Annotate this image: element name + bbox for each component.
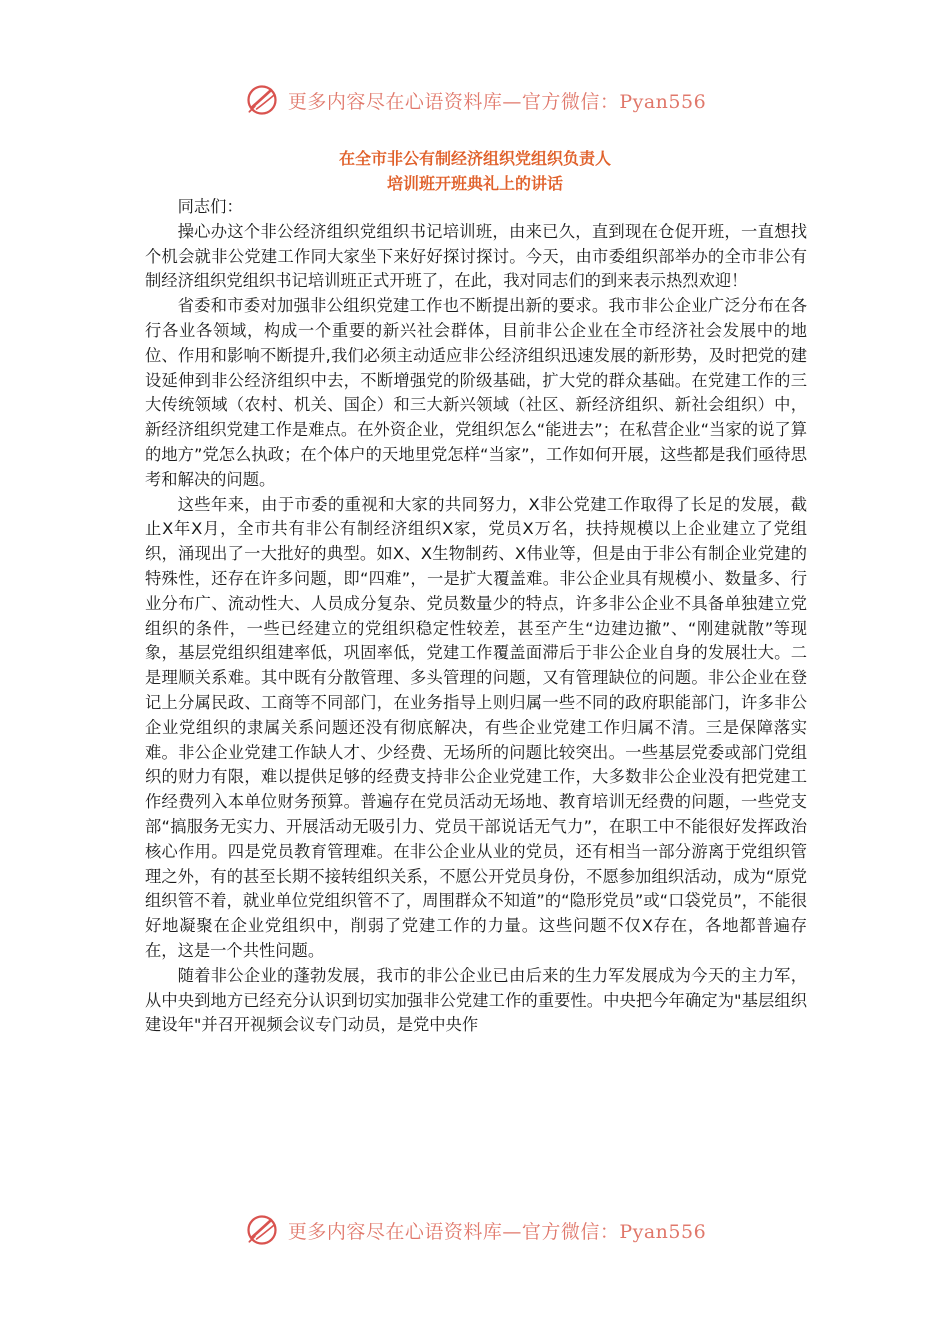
- greeting: 同志们：: [177, 197, 243, 216]
- paragraph-3: 这些年来，由于市委的重视和大家的共同努力，X非公党建工作取得了长足的发展，截止X年X月，全市共有非公有制经济组织X家，党员X万名，扶持规模以上企业建立了党组织，涌现出了一大批好的典型。如X、X生物制药、X伟业等，但是由于非公有制企业党建的特殊性，还存在许多问题，即“四难”，一是扩大覆盖难。非公企业具有规模小、数量多、行业分布广、流动性大、人员成分复杂、党员数量少的特点，许多非公企业不具备单独建立党组织的条件，一些已经建立的党组织稳定性较差，甚至产生“边建边撤”、“刚建就散”等现象，基层党组织组建率低，巩固率低，党建工作覆盖面滞后于非公企业自身的发展壮大。二是理顺关系难。其中既有分散管理、多头管理的问题，又有管理缺位的问题。非公企业在登记上分属民政、工商等不同部门，在业务指导上则归属一些不同的政府职能部门，许多非公企业党组织的隶属关系问题还没有彻底解决，有些企业党建工作归属不清。三是保障落实难。非公企业党建工作缺人才、少经费、无场所的问题比较突出。一些基层党委或部门党组织的财力有限，难以提供足够的经费支持非公企业党建工作，大多数非公企业没有把党建工作经费列入本单位财务预算。普遍存在党员活动无场地、教育培训无经费的问题，一些党支部“搞服务无实力、开展活动无吸引力、党员干部说话无气力”，在职工中不能很好发挥政治核心作用。四是党员教育管理难。在非公企业从业的党员，还有相当一部分游离于党组织管理之外，有的甚至长期不接转组织关系，不愿公开党员身份，不愿参加组织活动，成为“原党组织管不着，就业单位党组织管不了，周围群众不知道”的“隐形党员”或“口袋党员”，不能很好地凝聚在企业党组织中，削弱了党建工作的力量。这些问题不仅X存在，各地都普遍存在，这是一个共性问题。: [145, 494, 807, 960]
- title-line-2: 培训班开班典礼上的讲话: [386, 174, 563, 193]
- document-body: [145, 195, 807, 1038]
- paragraph-4: 随着非公企业的蓬勃发展，我市的非公企业已由后来的生力军发展成为今天的主力军，从中央到地方已经充分认识到切实加强非公党建工作的重要性。中央把今年确定为"基层组织建设年"并召开视频会议专门动员，是党中央作: [145, 965, 807, 1035]
- paragraph-2: 省委和市委对加强非公组织党建工作也不断提出新的要求。我市非公企业广泛分布在各行各业各领域，构成一个重要的新兴社会群体，目前非公企业在全市经济社会发展中的地位、作用和影响不断提升,我们必须主动适应非公经济组织迅速发展的新形势，及时把党的建设延伸到非公经济组织中去，不断增强党的阶级基础，扩大党的群众基础。在党建工作的三大传统领域（农村、机关、国企）和三大新兴领域（社区、新经济组织、新社会组织）中，新经济组织党建工作是难点。在外资企业，党组织怎么“能进去”；在私营企业“当家的说了算的地方”党怎么执政；在个体户的天地里党怎样“当家”，工作如何开展，这些都是我们亟待思考和解决的问题。: [145, 296, 807, 489]
- pen-logo-icon: [244, 82, 280, 118]
- title-line-1: 在全市非公有制经济组织党组织负责人: [338, 149, 611, 168]
- paragraph-1: 操心办这个非公经济组织党组织书记培训班，由来已久，直到现在仓促开班，一直想找个机会就非公党建工作同大家坐下来好好探讨探讨。今天，由市委组织部举办的全市非公有制经济组织党组织书记培训班正式开班了，在此，我对同志们的到来表示热烈欢迎！: [145, 221, 807, 291]
- watermark-text: 更多内容尽在心语资料库—官方微信：Pyan556: [287, 90, 707, 113]
- document-title: [0, 146, 950, 196]
- watermark-banner-bottom: [0, 1210, 950, 1250]
- pen-logo-icon: [244, 1212, 280, 1248]
- watermark-banner-top: [0, 80, 950, 120]
- watermark-text: 更多内容尽在心语资料库—官方微信：Pyan556: [287, 1220, 707, 1243]
